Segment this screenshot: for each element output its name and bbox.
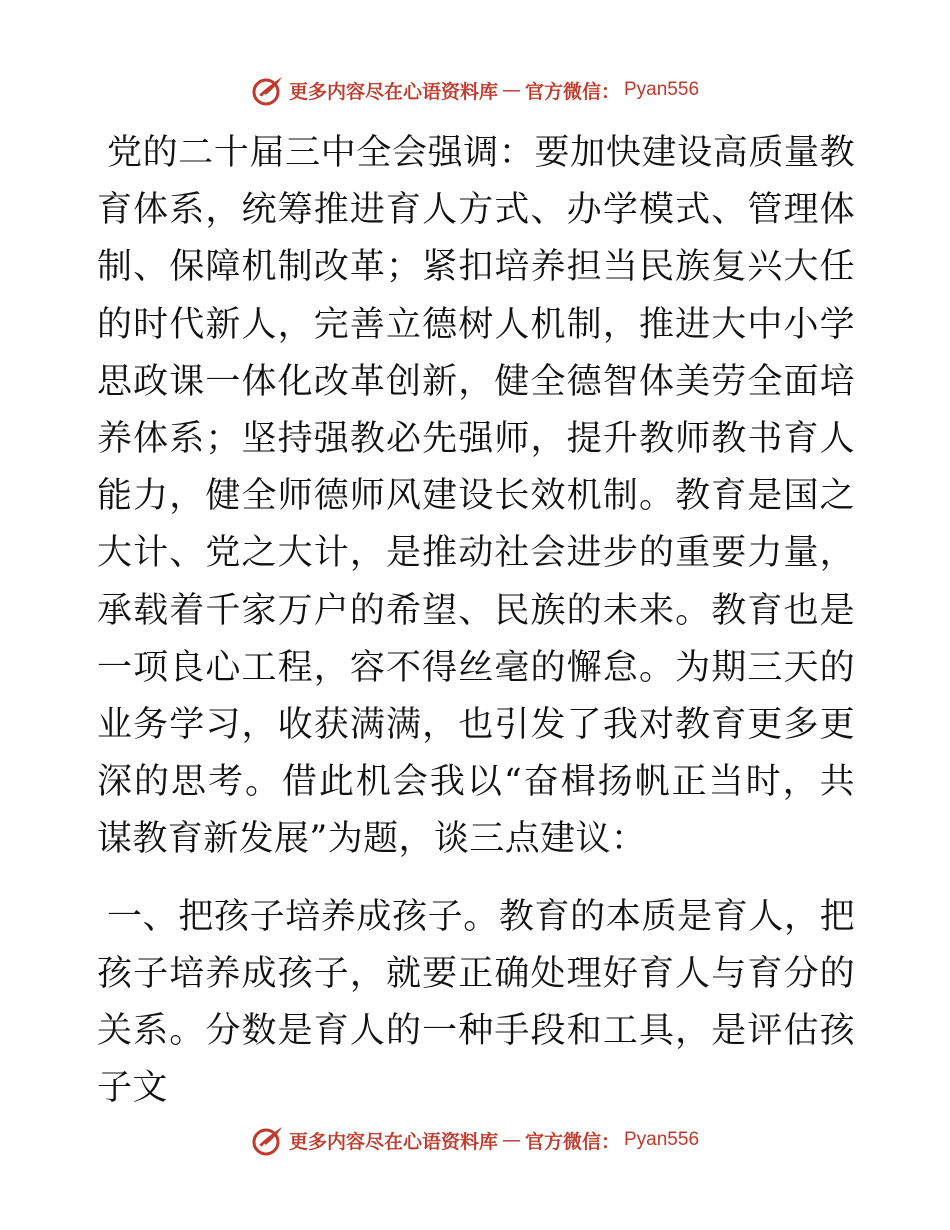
quill-pen-logo-icon <box>251 1123 285 1157</box>
watermark-account: Pyan556 <box>624 1129 700 1150</box>
watermark-site-text: 更多内容尽在心语资料库 <box>288 1130 498 1153</box>
watermark-separator: — <box>501 1129 521 1151</box>
paragraph-intro: 党的二十届三中全会强调：要加快建设高质量教育体系，统筹推进育人方式、办学模式、管理体制、保障机制改革；紧扣培养担当民族复兴大任的时代新人，完善立德树人机制，推进大中小学思政课一体化改革创新，健全德智体美劳全面培养体系；坚持强教必先强师，提升教师教书育人能力，健全师德师风建设长效机制。教育是国之大计、党之大计，是推动社会进步的重要力量，承载着千家万户的希望、民族的未来。教育也是一项良心工程，容不得丝毫的懈怠。为期三天的业务学习，收获满满，也引发了我对教育更多更深的思考。借此机会我以“奋楫扬帆正当时，共谋教育新发展”为题，谈三点建议： <box>97 133 855 860</box>
watermark-contact-label: 官方微信： <box>524 1130 620 1153</box>
watermark-contact-label: 官方微信： <box>524 80 620 103</box>
watermark-separator: — <box>501 79 521 101</box>
header-watermark <box>0 70 950 110</box>
footer-watermark <box>0 1120 950 1160</box>
paragraph-point-one: 一、把孩子培养成孩子。教育的本质是育人，把孩子培养成孩子，就要正确处理好育人与育分的关系。分数是育人的一种手段和工具，是评估孩子文 <box>97 896 855 1109</box>
watermark-site-text: 更多内容尽在心语资料库 <box>288 80 498 103</box>
document-body <box>97 125 855 1117</box>
quill-pen-logo-icon <box>251 73 285 107</box>
watermark-account: Pyan556 <box>624 79 700 100</box>
